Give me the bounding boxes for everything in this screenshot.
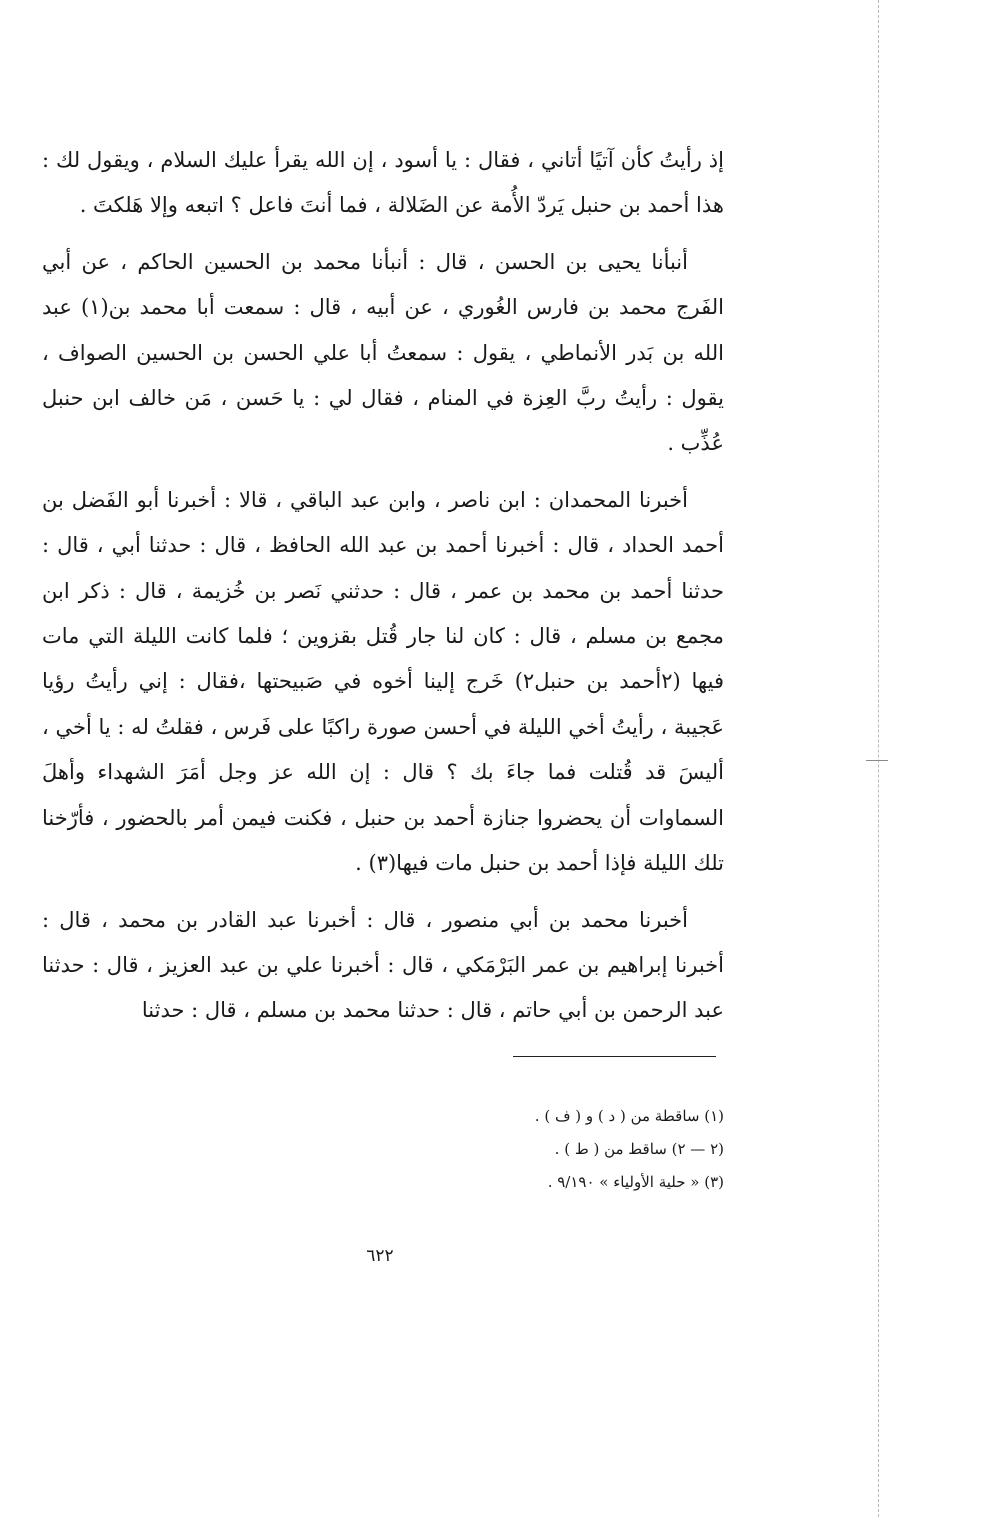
paragraph-3: أخبرنا المحمدان : ابن ناصر ، وابن عبد الباقي ، قالا : أخبرنا أبو الفَضل بن أحمد الحداد ، قال : أخبرنا أحمد بن عبد الله الحافظ ، قال : حدثنا أبي ، قال : حدثنا أحمد بن محمد بن عمر ، قال : حدثني نَصر بن خُزيمة ، قال : ذكر ابن مجمع بن مسلم ، قال : كان لنا جار قُتل بقزوين ؛ فلما كانت الليلة التي مات فيها (٢أحمد بن حنبل٢) خَرج إلينا أخوه في صَبيحتها ،فقال : إني رأيتُ رؤيا عَجيبة ، رأيتُ أخي الليلة في أحسن صورة راكبًا على فَرس ، فقلتُ له : يا أخي ، أليسَ قد قُتلت فما جاءَ بك ؟ قال : إن الله عز وجل أمَرَ الشهداء وأهلَ السماوات أن يحضروا جنازة أحمد بن حنبل ، فكنت فيمن أمر بالحضور ، فأرّخنا تلك الليلة فإذا أحمد بن حنبل مات فيها(٣) .	[42, 487, 725, 876]
footnote-2: (٢ — ٢) ساقط من ( ط ) .	[554, 1140, 724, 1158]
paragraph-1: إذ رأيتُ كأن آتيًا أتاني ، فقال : يا أسود ، إن الله يقرأ عليك السلام ، ويقول لك : هذا أحمد بن حنبل يَردّ الأُمة عن الضَلالة ، فما أنتَ فاعل ؟ اتبعه وإلا هَلكتَ .	[42, 148, 724, 218]
gutter-tick-mark	[866, 760, 888, 761]
footnote-separator	[513, 1056, 716, 1057]
paragraph-4: أخبرنا محمد بن أبي منصور ، قال : أخبرنا عبد القادر بن محمد ، قال : أخبرنا إبراهيم بن عمر البَرْمَكي ، قال : أخبرنا علي بن عبد العزيز ، قال : حدثنا عبد الرحمن بن أبي حاتم ، قال : حدثنا محمد بن مسلم ، قال : حدثنا	[42, 907, 724, 1023]
binding-gutter-line	[878, 0, 879, 1517]
footnotes	[300, 1100, 724, 1199]
page-number: ٦٢٢	[366, 1246, 394, 1266]
paragraph-2: أنبأنا يحيى بن الحسن ، قال : أنبأنا محمد بن الحسين الحاكم ، عن أبي الفَرج محمد بن فارس الغُوري ، عن أبيه ، قال : سمعت أبا محمد بن(١) عبد الله بن بَدر الأنماطي ، يقول : سمعتُ أبا علي الحسن بن الحسين الصواف ، يقول : رأيتُ ربَّ العِزة في المنام ، فقال لي : يا حَسن ، مَن خالف ابن حنبل عُذِّب .	[42, 249, 724, 456]
main-text	[42, 138, 724, 1045]
footnote-1: (١) ساقطة من ( د ) و ( ف ) .	[534, 1107, 724, 1125]
footnote-3: (٣) « حلية الأولياء » ٩/١٩٠ .	[547, 1173, 724, 1191]
